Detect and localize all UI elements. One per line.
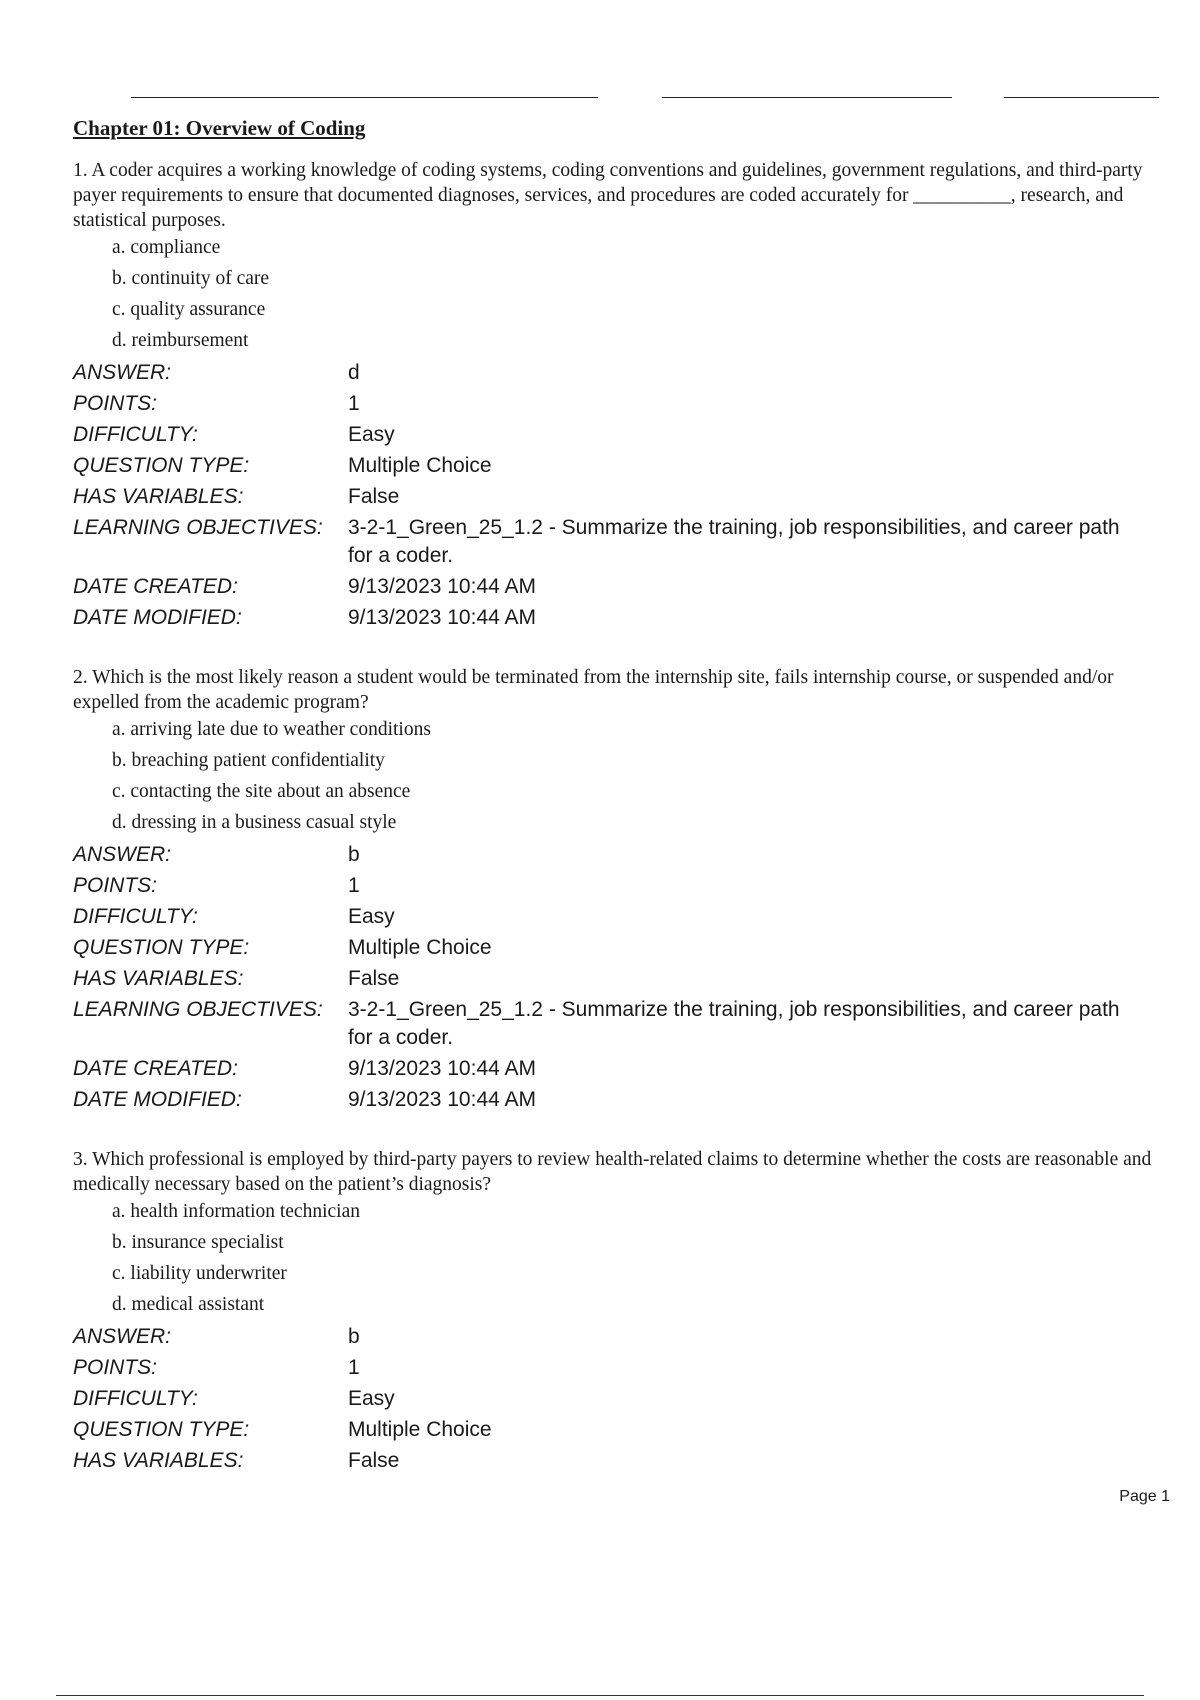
points-label: POINTS: [73,392,158,415]
choice-item: b. breaching patient confidentiality [112,750,385,771]
choice-item: c. contacting the site about an absence [112,781,411,802]
has-variables-value: False [348,967,400,990]
choice-list [73,235,1165,353]
difficulty-label: DIFFICULTY: [73,1387,198,1410]
choice-item: b. continuity of care [112,268,270,289]
points-value: 1 [348,1356,360,1379]
has-variables-row [73,965,1148,996]
name-blank-line [131,97,598,98]
date-modified-row [73,604,1148,635]
chapter-title: Chapter 01: Overview of Coding [73,116,366,140]
answer-row [73,1323,1148,1354]
date-modified-row [73,1086,1148,1117]
has-variables-row [73,1447,1148,1478]
choice-item: c. quality assurance [112,299,266,320]
date-modified-label: DATE MODIFIED: [73,1088,242,1111]
has-variables-row [73,483,1148,514]
has-variables-value: False [348,1449,400,1472]
date-modified-label: DATE MODIFIED: [73,606,242,629]
question-type-row [73,934,1148,965]
question-metadata [73,359,1148,635]
question-stem: 3. Which professional is employed by third-party payers to review health-related claims to determine whether the costs are reasonable and medically necessary based on the patient’s diagnosis? [73,1149,1152,1195]
date-modified-value: 9/13/2023 10:44 AM [348,1088,536,1111]
date-created-label: DATE CREATED: [73,1057,238,1080]
question-type-row [73,1416,1148,1447]
difficulty-value: Easy [348,1387,395,1410]
question-block [73,158,1165,635]
points-row [73,872,1148,903]
question-block [73,1147,1165,1478]
question-type-label: QUESTION TYPE: [73,1418,250,1441]
answer-label: ANSWER: [73,1325,172,1348]
question-type-value: Multiple Choice [348,936,492,959]
question-stem: 1. A coder acquires a working knowledge of coding systems, coding conventions and guidelines, government regulations, and third-party payer requirements to ensure that documented diagnoses, services, and procedures are coded accurately for __________, research, and statistical purposes. [73,160,1143,231]
question-metadata [73,841,1148,1117]
answer-value: b [348,1325,360,1348]
learning-objectives-label: LEARNING OBJECTIVES: [73,998,323,1021]
has-variables-label: HAS VARIABLES: [73,967,244,990]
date-created-value: 9/13/2023 10:44 AM [348,1057,536,1080]
question-block [73,665,1165,1117]
choice-item: a. health information technician [112,1201,360,1222]
answer-row [73,841,1148,872]
difficulty-row [73,421,1148,452]
difficulty-row [73,903,1148,934]
class-blank-line [662,97,952,98]
choice-item: d. reimbursement [112,330,249,351]
question-type-label: QUESTION TYPE: [73,936,250,959]
has-variables-value: False [348,485,400,508]
points-label: POINTS: [73,874,158,897]
footer-divider [56,1695,1144,1696]
page-number: Page 1 [1119,1488,1170,1505]
learning-objectives-value: 3-2-1_Green_25_1.2 - Summarize the training, job responsibilities, and career path for a coder. [348,516,1120,567]
points-label: POINTS: [73,1356,158,1379]
question-metadata [73,1323,1148,1478]
choice-item: d. medical assistant [112,1294,265,1315]
choice-item: d. dressing in a business casual style [112,812,397,833]
date-modified-value: 9/13/2023 10:44 AM [348,606,536,629]
learning-objectives-value: 3-2-1_Green_25_1.2 - Summarize the training, job responsibilities, and career path for a coder. [348,998,1120,1049]
choice-item: a. compliance [112,237,221,258]
choice-item: b. insurance specialist [112,1232,284,1253]
question-type-label: QUESTION TYPE: [73,454,250,477]
date-created-row [73,573,1148,604]
learning-objectives-row [73,996,1148,1055]
date-created-label: DATE CREATED: [73,575,238,598]
choice-item: c. liability underwriter [112,1263,287,1284]
learning-objectives-label: LEARNING OBJECTIVES: [73,516,323,539]
points-value: 1 [348,874,360,897]
points-row [73,390,1148,421]
date-created-value: 9/13/2023 10:44 AM [348,575,536,598]
answer-label: ANSWER: [73,361,172,384]
date-blank-line [1004,97,1159,98]
question-type-value: Multiple Choice [348,454,492,477]
answer-value: d [348,361,360,384]
answer-row [73,359,1148,390]
answer-value: b [348,843,360,866]
date-created-row [73,1055,1148,1086]
has-variables-label: HAS VARIABLES: [73,1449,244,1472]
choice-list [73,717,1165,835]
choice-list [73,1199,1165,1317]
question-stem: 2. Which is the most likely reason a student would be terminated from the internship site, fails internship course, or suspended and/or expelled from the academic program? [73,667,1114,713]
difficulty-value: Easy [348,905,395,928]
has-variables-label: HAS VARIABLES: [73,485,244,508]
answer-label: ANSWER: [73,843,172,866]
question-type-row [73,452,1148,483]
difficulty-value: Easy [348,423,395,446]
difficulty-row [73,1385,1148,1416]
learning-objectives-row [73,514,1148,573]
difficulty-label: DIFFICULTY: [73,423,198,446]
question-type-value: Multiple Choice [348,1418,492,1441]
points-row [73,1354,1148,1385]
difficulty-label: DIFFICULTY: [73,905,198,928]
points-value: 1 [348,392,360,415]
choice-item: a. arriving late due to weather conditions [112,719,431,740]
document-body [73,112,1165,1508]
